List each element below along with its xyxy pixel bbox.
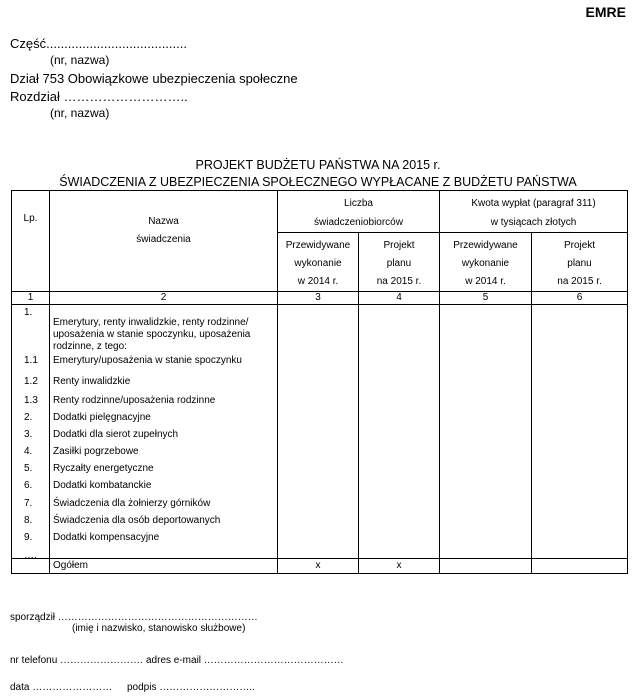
col-number: 2 [50, 292, 278, 305]
row-name: Dodatki dla sierot zupełnych [53, 429, 179, 440]
row-lp: 9. [24, 532, 33, 543]
col-header-name: Nazwa świadczenia [50, 191, 278, 292]
value-cell[interactable] [278, 305, 359, 559]
row-lp: 1. [24, 307, 33, 318]
row-name: Emerytury/uposażenia w stanie spoczynku [53, 355, 242, 366]
total-x-marker: x [278, 559, 359, 574]
row-lp: 1.1 [24, 355, 38, 366]
email-field: adres e-mail …………………………………… [146, 655, 344, 666]
row-name: Emerytury, renty inwalidzkie, renty rodzinne/ uposażenia w stanie spoczynku, uposażenia rodzinne, z tego: [53, 317, 251, 352]
row-lp: 7. [24, 498, 33, 509]
row-lp: 4. [24, 446, 33, 457]
col-number: 6 [532, 292, 628, 305]
row-name: Renty rodzinne/uposażenia rodzinne [53, 395, 216, 406]
row-name: Świadczenia dla osób deportowanych [53, 515, 221, 526]
subheader-plan-count: Projekt planu na 2015 r. [359, 233, 440, 292]
row-name: Świadczenia dla żołnierzy górników [53, 498, 211, 509]
col-number: 3 [278, 292, 359, 305]
page-title: PROJEKT BUDŻETU PAŃSTWA NA 2015 r. [195, 158, 441, 172]
row-lp: 3. [24, 429, 33, 440]
value-cell[interactable] [532, 305, 628, 559]
col-number: 5 [440, 292, 532, 305]
total-label: Ogółem [50, 559, 278, 574]
group-header-count: Liczba świadczeniobiorców [278, 191, 440, 233]
row-lp: 1.3 [24, 395, 38, 406]
row-name: Dodatki kompensacyjne [53, 532, 160, 543]
chapter-field: Rozdział ……………………….. [10, 89, 188, 104]
row-name: Dodatki pielęgnacyjne [53, 412, 151, 423]
total-x-marker: x [359, 559, 440, 574]
col-header-lp: Lp. [12, 191, 50, 292]
row-lp: 1.2 [24, 376, 38, 387]
date-field: data …………………… [10, 682, 113, 693]
phone-field: nr telefonu ……………………. [10, 655, 143, 666]
value-cell[interactable] [359, 305, 440, 559]
page-subtitle: ŚWIADCZENIA Z UBEZPIECZENIA SPOŁECZNEGO WYPŁACANE Z BUDŻETU PAŃSTWA [59, 175, 577, 189]
row-name: Dodatki kombatanckie [53, 480, 152, 491]
col-number: 1 [12, 292, 50, 305]
col-number: 4 [359, 292, 440, 305]
prepared-by-field: sporządził …………………………………………………… [10, 612, 258, 623]
signature-field: podpis ……………………….. [127, 682, 255, 693]
subheader-plan-amount: Projekt planu na 2015 r. [532, 233, 628, 292]
row-name: Renty inwalidzkie [53, 376, 131, 387]
division-label: Dział 753 Obowiązkowe ubezpieczenia społeczne [10, 71, 298, 86]
row-lp: 8. [24, 515, 33, 526]
part-field: Część....................................... [10, 36, 187, 51]
row-lp: …. [24, 550, 37, 561]
name-column-body [50, 305, 278, 559]
total-value-cell[interactable] [532, 559, 628, 574]
group-header-amount: Kwota wypłat (paragraf 311) w tysiącach złotych [440, 191, 628, 233]
benefits-table [11, 190, 628, 574]
lp-column-body [12, 305, 50, 559]
chapter-caption: (nr, nazwa) [50, 106, 110, 120]
prepared-by-caption: (imię i nazwisko, stanowisko służbowe) [72, 623, 246, 634]
row-lp: 2. [24, 412, 33, 423]
subheader-forecast-count: Przewidywane wykonanie w 2014 r. [278, 233, 359, 292]
row-name: Ryczałty energetyczne [53, 463, 154, 474]
total-value-cell[interactable] [440, 559, 532, 574]
value-cell[interactable] [440, 305, 532, 559]
part-caption: (nr, nazwa) [50, 53, 110, 67]
row-name: Zasiłki pogrzebowe [53, 446, 139, 457]
form-code: EMRE [585, 4, 626, 20]
row-lp: 6. [24, 480, 33, 491]
subheader-forecast-amount: Przewidywane wykonanie w 2014 r. [440, 233, 532, 292]
row-lp: 5. [24, 463, 33, 474]
